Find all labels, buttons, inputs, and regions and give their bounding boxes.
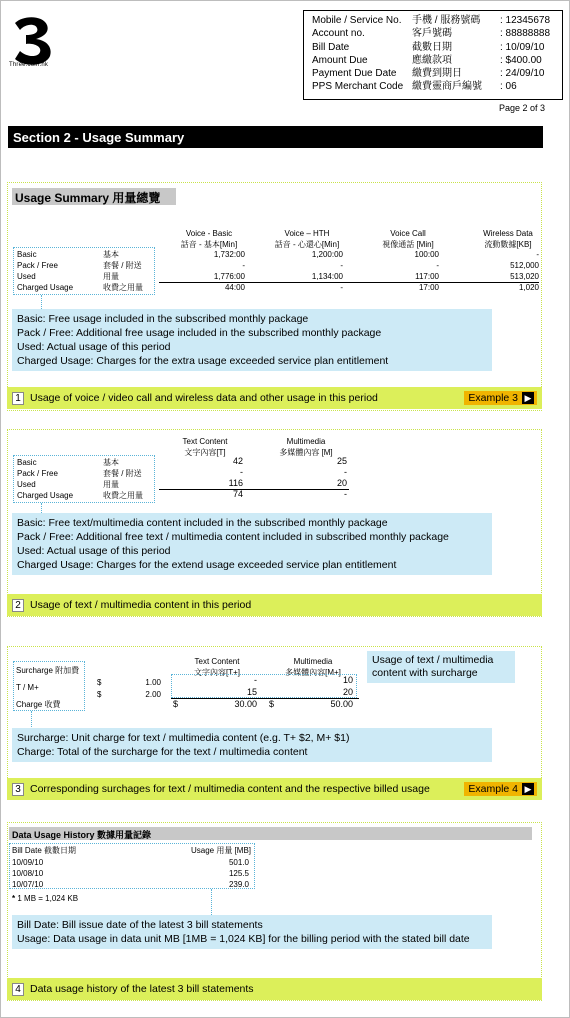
- row-labels: [17, 457, 153, 501]
- history-date: 10/08/10: [12, 869, 44, 878]
- col-text-content: [166, 436, 244, 458]
- account-value: : 24/09/10: [500, 68, 545, 80]
- cell-value: 25: [336, 456, 347, 466]
- account-label-zh: 應繳款項: [412, 54, 452, 66]
- cell-value: 44:00: [224, 283, 245, 292]
- charge-t-symbol: $: [173, 699, 179, 709]
- account-value: : 06: [500, 81, 517, 93]
- row-label: [17, 490, 153, 501]
- logo-site-text: Three.com.hk: [9, 62, 49, 68]
- cell-value: -: [240, 467, 243, 477]
- bar-text: Usage of voice / video call and wireless data and other usage in this period: [30, 392, 378, 404]
- cell-value: -: [340, 261, 343, 270]
- three-logo: [9, 15, 57, 67]
- history-usage: 501.0: [228, 858, 249, 867]
- asterisk-icon: *: [12, 894, 16, 903]
- account-label-zh: 手機 / 服務號碼: [412, 15, 481, 26]
- cell-value: 42: [232, 456, 243, 466]
- step-number: 4: [12, 983, 24, 996]
- footnote-text: 1 MB = 1,024 KB: [17, 894, 79, 903]
- cell-value: -: [536, 250, 539, 259]
- connector-line: [31, 711, 45, 727]
- col-header-en: Voice Call: [390, 229, 426, 238]
- history-usage: 125.5: [228, 869, 249, 878]
- col-header-zh: 話音 - 基本[Min]: [180, 240, 238, 249]
- tm-label: T / M+: [16, 683, 39, 692]
- connector-line: [211, 889, 212, 915]
- col-header-zh: 文字內容[T]: [184, 448, 226, 457]
- row-label: [17, 249, 153, 260]
- account-row-payment-due: [312, 67, 556, 80]
- account-row-account-no: [312, 27, 556, 40]
- note-line: Used: Actual usage of this period: [17, 545, 171, 557]
- account-value: : $400.00: [500, 54, 542, 66]
- row-label: [17, 468, 153, 479]
- rate-t-symbol: $: [97, 678, 102, 687]
- usage-summary-block: [7, 182, 542, 411]
- row-label: [17, 479, 153, 490]
- rate-m-value: 2.00: [145, 690, 161, 699]
- col-header-en: Wireless Data: [483, 229, 533, 238]
- history-dates: [12, 857, 92, 890]
- col-header-en: Voice - Basic: [185, 229, 233, 238]
- cell-value: 1,732:00: [213, 250, 245, 259]
- row-label-en: Pack / Free: [17, 261, 58, 270]
- section-title: Section 2 - Usage Summary: [8, 126, 543, 148]
- rate-t-value: 1.00: [145, 678, 161, 687]
- qty2-t: 15: [246, 687, 257, 697]
- cell-value: 74: [232, 489, 243, 499]
- step-number: 1: [12, 392, 24, 405]
- note-line: Pack / Free: Additional free text / multimedia content included in subscribed monthly package: [17, 531, 449, 543]
- row-label-zh: 收費之用量: [103, 283, 143, 292]
- cell-value: -: [340, 283, 343, 292]
- content-explanation-bar: [7, 594, 542, 616]
- page-number: Page 2 of 3: [498, 103, 545, 113]
- col-voice-hth: [257, 228, 357, 250]
- account-row-amount-due: [312, 54, 556, 67]
- note-line: Charged Usage: Charges for the extra usage exceeded service plan entitlement: [17, 355, 389, 367]
- usage-explanation-bar: [7, 387, 542, 409]
- row-label-zh: 套餐 / 附送: [103, 469, 142, 478]
- unit-footnote: [12, 893, 78, 904]
- history-explanation-bar: [7, 978, 542, 1000]
- account-value: : 12345678: [500, 15, 551, 26]
- col-header-zh: 話音 - 心還心[Min]: [274, 240, 340, 249]
- note-line: Basic: Free usage included in the subscribed monthly package: [17, 313, 309, 325]
- col-header-zh: 多媒體內容 [M]: [279, 448, 333, 457]
- step-number: 3: [12, 783, 24, 796]
- history-date: 10/09/10: [12, 858, 44, 867]
- note-line: Bill Date: Bill issue date of the latest 3 bill statements: [17, 919, 263, 931]
- surcharge-notes: [12, 728, 492, 762]
- row-label-zh: 收費之用量: [103, 491, 143, 500]
- cell-value: 100:00: [414, 250, 439, 259]
- col-header-zh: 流動數據[KB]: [484, 240, 532, 249]
- cell-value: 512,000: [510, 261, 539, 270]
- content-notes: [12, 513, 492, 575]
- charge-m: 50.00: [330, 699, 353, 709]
- rate-m-symbol: $: [97, 690, 102, 699]
- account-label-zh: 繳費靈商戶編號: [412, 81, 482, 93]
- col-header-zh: 多媒體內容[M+]: [285, 668, 341, 677]
- example-4-link[interactable]: [464, 782, 537, 796]
- row-label-zh: 基本: [103, 458, 119, 467]
- account-info-box: [303, 10, 563, 100]
- history-head-date: Bill Date 截數日期: [12, 846, 77, 855]
- values-voice-hth: [267, 249, 343, 293]
- charge-m-symbol: $: [269, 699, 275, 709]
- note-line: Charged Usage: Charges for the extend usage exceeded service plan entitlement: [17, 559, 397, 571]
- usage-summary-title-en: Usage Summary: [15, 191, 110, 205]
- example-label: Example 3: [468, 392, 518, 404]
- surcharge-explanation-bar: [7, 778, 542, 800]
- charge-label: Charge 收費: [16, 700, 61, 709]
- cell-value: 1,776:00: [213, 272, 245, 281]
- connector-line: [41, 503, 42, 513]
- col-header-zh: 視像通話 [Min]: [382, 240, 434, 249]
- note-line: Charge: Total of the surcharge for the text / multimedia content: [17, 746, 308, 758]
- data-history-title: Data Usage History 數據用量記錄: [9, 827, 532, 840]
- col-header-zh: 文字內容[T+]: [193, 668, 240, 677]
- example-label: Example 4: [468, 783, 518, 795]
- history-head-usage: Usage 用量 [MB]: [190, 846, 251, 855]
- account-label-en: Account no.: [312, 28, 365, 40]
- cell-value: -: [436, 261, 439, 270]
- col-wireless-data: [458, 228, 558, 250]
- account-label-zh: 客戶號碼: [412, 28, 452, 40]
- history-date: 10/07/10: [12, 880, 44, 889]
- qty-m: 10: [342, 675, 353, 685]
- total-rule: [159, 282, 539, 283]
- col-header-en: Text Content: [182, 437, 228, 446]
- account-label-en: PPS Merchant Code: [312, 81, 404, 93]
- chevron-right-icon: ▶: [522, 783, 534, 795]
- note-line: Pack / Free: Additional free usage included in the subscribed monthly package: [17, 327, 382, 339]
- row-labels: [17, 249, 153, 293]
- note-line: Surcharge: Unit charge for text / multimedia content (e.g. T+ $2, M+ $1): [17, 732, 350, 744]
- cell-value: 1,020: [518, 283, 539, 292]
- connector-line: [41, 295, 42, 309]
- account-label-zh: 繳費到期日: [412, 68, 462, 80]
- surcharge-callout: Usage of text / multimedia content with surcharge: [367, 651, 515, 683]
- account-label-en: Mobile / Service No.: [312, 15, 402, 26]
- row-label-en: Basic: [17, 458, 37, 467]
- bar-text: Usage of text / multimedia content in this period: [30, 599, 252, 611]
- cell-value: 513,020: [510, 272, 539, 281]
- row-label-en: Charged Usage: [17, 283, 74, 292]
- col-voice-basic: [159, 228, 259, 250]
- values-multimedia: [283, 456, 347, 500]
- account-value: : 88888888: [500, 28, 551, 40]
- col-voice-call: [358, 228, 458, 250]
- cell-value: 20: [336, 478, 347, 488]
- bar-text: Data usage history of the latest 3 bill statements: [30, 983, 254, 995]
- col-multimedia: [267, 436, 345, 458]
- col-header-en: Voice – HTH: [284, 229, 330, 238]
- note-line: Usage: Data usage in data unit MB [1MB = 1,024 KB] for the billing period with the stated bill date: [17, 933, 470, 945]
- row-label-en: Charged Usage: [17, 491, 74, 500]
- cell-value: 17:00: [418, 283, 439, 292]
- cell-value: -: [242, 261, 245, 270]
- account-label-en: Amount Due: [312, 54, 368, 66]
- row-label: [17, 271, 153, 282]
- col-header-en: Text Content: [194, 657, 240, 666]
- charge-t: 30.00: [234, 699, 257, 709]
- history-usage: 239.0: [228, 880, 249, 889]
- cell-value: -: [344, 467, 347, 477]
- account-label-en: Payment Due Date: [312, 68, 397, 80]
- account-value: : 10/09/10: [500, 41, 545, 53]
- bar-text: Corresponding surchages for text / multimedia content and the respective billed usage: [30, 783, 430, 795]
- values-wireless-data: [461, 249, 539, 293]
- row-label-zh: 基本: [103, 250, 119, 259]
- account-row-pps-code: [312, 80, 556, 93]
- col-header-en: Multimedia: [293, 657, 333, 666]
- cell-value: 1,134:00: [311, 272, 343, 281]
- row-label: [17, 260, 153, 271]
- row-label-en: Basic: [17, 250, 37, 259]
- row-label-en: Used: [17, 272, 36, 281]
- account-row-bill-date: [312, 41, 556, 54]
- cell-value: 1,200:00: [311, 250, 343, 259]
- usage-notes: [12, 309, 492, 371]
- usage-summary-title: [12, 188, 176, 205]
- values-voice-call: [365, 249, 439, 293]
- cell-value: -: [344, 489, 347, 499]
- col-header-en: Multimedia: [286, 437, 326, 446]
- note-line: Used: Actual usage of this period: [17, 341, 171, 353]
- account-label-en: Bill Date: [312, 41, 350, 53]
- cell-value: 116: [228, 478, 243, 488]
- row-label-en: Pack / Free: [17, 469, 58, 478]
- total-rule: [159, 489, 349, 490]
- qty2-m: 20: [342, 687, 353, 697]
- row-label-zh: 用量: [103, 272, 119, 281]
- history-usages: [191, 857, 249, 890]
- usage-summary-title-zh: 用量總覽: [112, 191, 161, 205]
- cell-value: 117:00: [415, 272, 439, 281]
- example-3-link[interactable]: [464, 391, 537, 405]
- row-label-zh: 用量: [103, 480, 119, 489]
- row-label: [17, 457, 153, 468]
- surcharge-label: Surcharge 附加費: [16, 666, 80, 675]
- row-label-zh: 套餐 / 附送: [103, 261, 142, 270]
- step-number: 2: [12, 599, 24, 612]
- chevron-right-icon: ▶: [522, 392, 534, 404]
- values-voice-basic: [171, 249, 245, 293]
- note-line: Basic: Free text/multimedia content included in the subscribed monthly package: [17, 517, 388, 529]
- qty-t: -: [254, 675, 257, 685]
- row-label-en: Used: [17, 480, 36, 489]
- row-label: [17, 282, 153, 293]
- history-notes: [12, 915, 492, 949]
- values-text-content: [181, 456, 243, 500]
- account-row-mobile: [312, 14, 556, 27]
- account-label-zh: 截數日期: [412, 41, 452, 53]
